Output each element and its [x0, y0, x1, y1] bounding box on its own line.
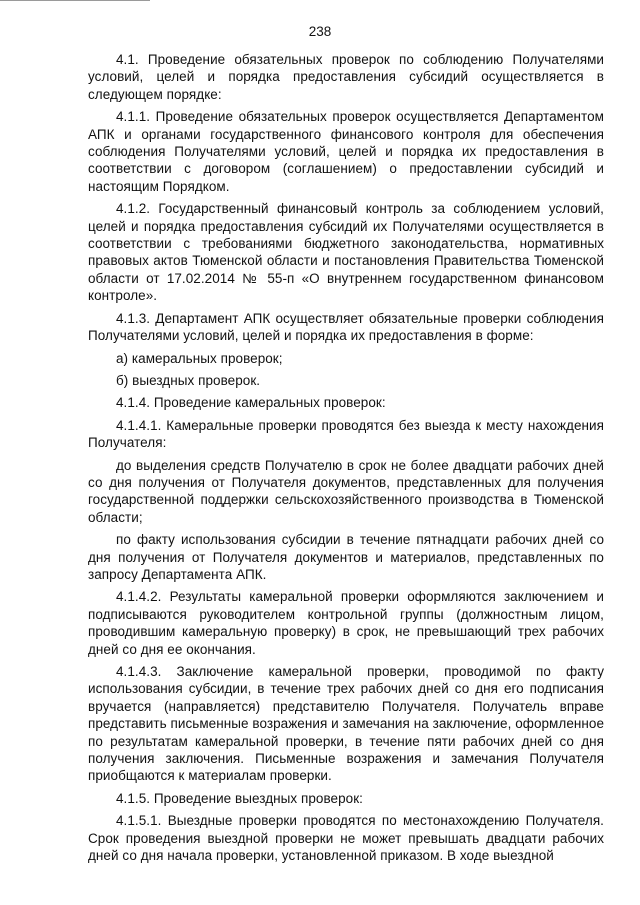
- list-item-b: б) выездных проверок.: [116, 372, 261, 388]
- paragraph-4-1-4: 4.1.4. Проведение камеральных проверок:: [116, 395, 386, 411]
- paragraph-4-1-4-3: 4.1.4.3. Заключение камеральной проверки, проводимой по факту использования субсидии, в течение трех рабочих дней со дня его подписания вручается (направляется) представителю Получателя. Получатель вправе представить письменные возражения и замечания на заключение, оформленное по результатам камеральной проверки, в течение пяти рабочих дней со дня получения заключения. Письменные возражения и замечания Получателя приобщаются к материалам проверки.: [88, 664, 604, 784]
- paragraph-4-1-2: 4.1.2. Государственный финансовый контроль за соблюдением условий, целей и порядка предоставления субсидий их Получателями осуществляется в соответствии с требованиями бюджетного законодательства, нормативных правовых актов Тюменской области и постановления Правительства Тюменской области от 17.02.2014 № 55-п «О внутреннем государственном финансовом контроле».: [88, 201, 604, 304]
- paragraph-4-1-4-2: 4.1.4.2. Результаты камеральной проверки оформляются заключением и подписываются руководителем контрольной группы (должностным лицом, проводившим камеральную проверку) в срок, не превышающий трех рабочих дней со дня ее окончания.: [88, 589, 604, 657]
- paragraph-4-1-4-1: 4.1.4.1. Камеральные проверки проводятся без выезда к месту нахождения Получателя:: [88, 417, 604, 451]
- list-item-a: а) камеральных проверок;: [116, 350, 283, 366]
- document-body: [88, 51, 604, 869]
- scan-edge-mark: [0, 0, 150, 4]
- paragraph-before-funding: до выделения средств Получателю в срок не более двадцати рабочих дней со дня получения от Получателя документов, представленных для получения государственной поддержки сельскохозяйственного производства в Тюменской области;: [88, 457, 604, 525]
- paragraph-4-1-5-1: 4.1.5.1. Выездные проверки проводятся по местонахождению Получателя. Срок проведения выездной проверки не может превышать двадцати рабочих дней со дня начала проверки, установленной приказом. В ходе выездной: [88, 813, 604, 864]
- paragraph-4-1-3: 4.1.3. Департамент АПК осуществляет обязательные проверки соблюдения Получателями условий, целей и порядка их предоставления в форме:: [88, 310, 604, 344]
- page-number: 238: [308, 24, 332, 39]
- paragraph-4-1-5: 4.1.5. Проведение выездных проверок:: [116, 790, 363, 806]
- paragraph-4-1-1: 4.1.1. Проведение обязательных проверок осуществляется Департаментом АПК и органами государственного финансового контроля для обеспечения соблюдения Получателями условий, целей и порядка их предоставления в соответствии с договором (соглашением) о предоставлении субсидий и настоящим Порядком.: [88, 109, 604, 194]
- paragraph-after-use: по факту использования субсидии в течение пятнадцати рабочих дней со дня получения от Получателя документов и материалов, представленных по запросу Департамента АПК.: [88, 532, 604, 582]
- paragraph-4-1: 4.1. Проведение обязательных проверок по соблюдению Получателями условий, целей и порядка предоставления субсидий осуществляется в следующем порядке:: [88, 52, 604, 102]
